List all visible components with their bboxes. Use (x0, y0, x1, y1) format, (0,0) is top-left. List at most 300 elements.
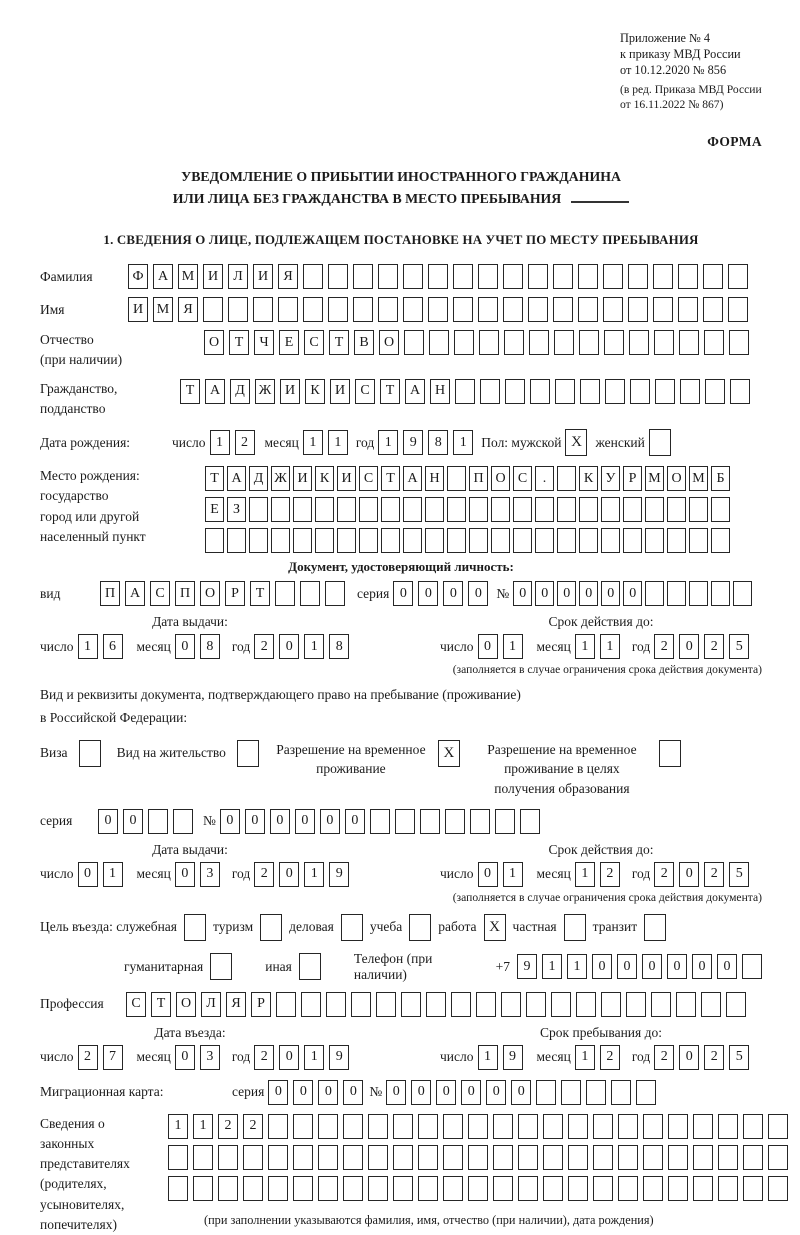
char-cell[interactable] (370, 809, 390, 834)
char-cell[interactable] (576, 992, 596, 1017)
checkbox-other[interactable] (299, 953, 321, 980)
checkbox-male[interactable]: X (565, 429, 587, 456)
char-cell[interactable] (454, 330, 474, 355)
char-cell[interactable]: 1 (478, 1045, 498, 1070)
char-cell[interactable] (268, 1114, 288, 1139)
char-cell[interactable]: 0 (478, 862, 498, 887)
char-cell[interactable] (651, 992, 671, 1017)
char-cell[interactable]: 0 (461, 1080, 481, 1105)
char-cell[interactable] (578, 264, 598, 289)
char-cell[interactable]: 2 (704, 634, 724, 659)
char-cell[interactable]: 1 (575, 1045, 595, 1070)
char-cell[interactable]: А (405, 379, 425, 404)
char-cell[interactable] (605, 379, 625, 404)
char-cell[interactable]: 0 (557, 581, 576, 606)
char-cell[interactable]: 0 (279, 634, 299, 659)
char-cell[interactable] (493, 1145, 513, 1170)
char-cell[interactable]: 0 (478, 634, 498, 659)
char-cell[interactable]: 1 (503, 634, 523, 659)
char-cell[interactable] (393, 1145, 413, 1170)
char-cell[interactable] (425, 528, 444, 553)
char-cell[interactable]: И (330, 379, 350, 404)
char-cell[interactable]: 0 (345, 809, 365, 834)
char-cell[interactable] (557, 466, 576, 491)
char-cell[interactable]: Л (228, 264, 248, 289)
char-cell[interactable] (623, 528, 642, 553)
char-cell[interactable] (293, 1176, 313, 1201)
char-cell[interactable] (376, 992, 396, 1017)
char-cell[interactable] (243, 1145, 263, 1170)
char-cell[interactable] (679, 330, 699, 355)
char-cell[interactable]: Е (279, 330, 299, 355)
char-cell[interactable]: О (200, 581, 220, 606)
char-cell[interactable]: И (280, 379, 300, 404)
checkbox-temp-permit[interactable]: X (438, 740, 460, 767)
char-cell[interactable] (718, 1114, 738, 1139)
char-cell[interactable]: Я (226, 992, 246, 1017)
char-cell[interactable]: 1 (168, 1114, 188, 1139)
char-cell[interactable] (703, 264, 723, 289)
char-cell[interactable]: 2 (254, 1045, 274, 1070)
char-cell[interactable] (718, 1176, 738, 1201)
char-cell[interactable]: С (359, 466, 378, 491)
char-cell[interactable]: 0 (123, 809, 143, 834)
char-cell[interactable] (543, 1145, 563, 1170)
char-cell[interactable] (243, 1176, 263, 1201)
char-cell[interactable] (601, 528, 620, 553)
char-cell[interactable]: С (304, 330, 324, 355)
char-cell[interactable]: 9 (517, 954, 537, 979)
char-cell[interactable] (428, 297, 448, 322)
char-cell[interactable] (228, 297, 248, 322)
char-cell[interactable] (505, 379, 525, 404)
char-cell[interactable]: 2 (654, 1045, 674, 1070)
char-cell[interactable] (667, 528, 686, 553)
char-cell[interactable] (555, 379, 575, 404)
char-cell[interactable] (711, 581, 730, 606)
char-cell[interactable]: 9 (503, 1045, 523, 1070)
char-cell[interactable]: 0 (468, 581, 488, 606)
char-cell[interactable] (518, 1114, 538, 1139)
char-cell[interactable]: 1 (542, 954, 562, 979)
char-cell[interactable] (378, 264, 398, 289)
char-cell[interactable]: 0 (592, 954, 612, 979)
char-cell[interactable] (293, 497, 312, 522)
char-cell[interactable] (536, 1080, 556, 1105)
char-cell[interactable] (528, 297, 548, 322)
char-cell[interactable] (518, 1145, 538, 1170)
char-cell[interactable] (479, 330, 499, 355)
char-cell[interactable] (493, 1176, 513, 1201)
char-cell[interactable] (501, 992, 521, 1017)
char-cell[interactable] (325, 581, 345, 606)
char-cell[interactable]: 1 (78, 634, 98, 659)
char-cell[interactable]: 1 (303, 430, 323, 455)
char-cell[interactable]: 0 (220, 809, 240, 834)
char-cell[interactable] (249, 528, 268, 553)
char-cell[interactable] (493, 1114, 513, 1139)
char-cell[interactable] (478, 264, 498, 289)
char-cell[interactable] (275, 581, 295, 606)
char-cell[interactable] (328, 264, 348, 289)
char-cell[interactable] (404, 330, 424, 355)
char-cell[interactable]: 0 (343, 1080, 363, 1105)
char-cell[interactable]: 0 (411, 1080, 431, 1105)
char-cell[interactable]: Д (249, 466, 268, 491)
char-cell[interactable] (268, 1145, 288, 1170)
char-cell[interactable]: Т (329, 330, 349, 355)
checkbox-temp-permit-edu[interactable] (659, 740, 681, 767)
char-cell[interactable] (601, 992, 621, 1017)
char-cell[interactable] (678, 264, 698, 289)
char-cell[interactable]: 1 (600, 634, 620, 659)
char-cell[interactable] (378, 297, 398, 322)
char-cell[interactable]: С (355, 379, 375, 404)
char-cell[interactable] (693, 1145, 713, 1170)
char-cell[interactable] (353, 297, 373, 322)
char-cell[interactable] (701, 992, 721, 1017)
char-cell[interactable]: 0 (679, 862, 699, 887)
char-cell[interactable]: О (379, 330, 399, 355)
char-cell[interactable] (513, 497, 532, 522)
char-cell[interactable]: 0 (293, 1080, 313, 1105)
char-cell[interactable] (543, 1114, 563, 1139)
char-cell[interactable]: Я (278, 264, 298, 289)
char-cell[interactable]: А (403, 466, 422, 491)
char-cell[interactable]: 0 (279, 1045, 299, 1070)
char-cell[interactable] (768, 1114, 788, 1139)
char-cell[interactable]: 0 (601, 581, 620, 606)
char-cell[interactable] (491, 528, 510, 553)
char-cell[interactable] (704, 330, 724, 355)
char-cell[interactable] (468, 1176, 488, 1201)
char-cell[interactable] (579, 528, 598, 553)
char-cell[interactable] (643, 1145, 663, 1170)
char-cell[interactable]: 0 (667, 954, 687, 979)
char-cell[interactable]: 3 (200, 1045, 220, 1070)
char-cell[interactable]: 0 (418, 581, 438, 606)
char-cell[interactable]: И (293, 466, 312, 491)
char-cell[interactable] (381, 528, 400, 553)
char-cell[interactable] (359, 528, 378, 553)
char-cell[interactable] (586, 1080, 606, 1105)
char-cell[interactable] (403, 528, 422, 553)
char-cell[interactable]: А (125, 581, 145, 606)
char-cell[interactable]: 0 (692, 954, 712, 979)
char-cell[interactable] (443, 1114, 463, 1139)
char-cell[interactable] (654, 330, 674, 355)
char-cell[interactable] (168, 1145, 188, 1170)
char-cell[interactable] (447, 466, 466, 491)
char-cell[interactable]: . (535, 466, 554, 491)
checkbox-female[interactable] (649, 429, 671, 456)
char-cell[interactable]: 0 (623, 581, 642, 606)
char-cell[interactable]: 2 (235, 430, 255, 455)
char-cell[interactable] (643, 1176, 663, 1201)
char-cell[interactable] (645, 497, 664, 522)
char-cell[interactable]: 0 (436, 1080, 456, 1105)
char-cell[interactable]: 0 (175, 634, 195, 659)
char-cell[interactable] (645, 528, 664, 553)
char-cell[interactable] (678, 297, 698, 322)
char-cell[interactable] (455, 379, 475, 404)
char-cell[interactable] (478, 297, 498, 322)
char-cell[interactable] (469, 528, 488, 553)
char-cell[interactable]: Н (430, 379, 450, 404)
char-cell[interactable] (630, 379, 650, 404)
char-cell[interactable] (218, 1145, 238, 1170)
char-cell[interactable] (603, 264, 623, 289)
char-cell[interactable] (253, 297, 273, 322)
char-cell[interactable]: Д (230, 379, 250, 404)
char-cell[interactable] (680, 379, 700, 404)
char-cell[interactable] (593, 1145, 613, 1170)
char-cell[interactable] (470, 809, 490, 834)
char-cell[interactable]: 2 (654, 634, 674, 659)
char-cell[interactable]: 0 (486, 1080, 506, 1105)
char-cell[interactable] (193, 1145, 213, 1170)
char-cell[interactable] (428, 264, 448, 289)
char-cell[interactable] (705, 379, 725, 404)
char-cell[interactable] (518, 1176, 538, 1201)
checkbox-business[interactable] (341, 914, 363, 941)
char-cell[interactable] (418, 1114, 438, 1139)
char-cell[interactable]: М (153, 297, 173, 322)
char-cell[interactable] (611, 1080, 631, 1105)
char-cell[interactable] (359, 497, 378, 522)
char-cell[interactable]: 0 (78, 862, 98, 887)
char-cell[interactable] (351, 992, 371, 1017)
char-cell[interactable] (205, 528, 224, 553)
char-cell[interactable] (667, 581, 686, 606)
char-cell[interactable]: А (205, 379, 225, 404)
char-cell[interactable] (343, 1176, 363, 1201)
char-cell[interactable]: П (469, 466, 488, 491)
char-cell[interactable]: 0 (642, 954, 662, 979)
char-cell[interactable] (468, 1114, 488, 1139)
char-cell[interactable] (693, 1176, 713, 1201)
char-cell[interactable]: 0 (717, 954, 737, 979)
char-cell[interactable]: 1 (304, 634, 324, 659)
char-cell[interactable]: Р (623, 466, 642, 491)
char-cell[interactable] (653, 264, 673, 289)
char-cell[interactable]: И (203, 264, 223, 289)
char-cell[interactable] (561, 1080, 581, 1105)
char-cell[interactable] (513, 528, 532, 553)
char-cell[interactable] (601, 497, 620, 522)
char-cell[interactable] (301, 992, 321, 1017)
char-cell[interactable] (315, 528, 334, 553)
char-cell[interactable] (480, 379, 500, 404)
char-cell[interactable] (271, 497, 290, 522)
char-cell[interactable]: И (337, 466, 356, 491)
char-cell[interactable]: 2 (704, 1045, 724, 1070)
char-cell[interactable] (469, 497, 488, 522)
char-cell[interactable] (395, 809, 415, 834)
char-cell[interactable]: И (128, 297, 148, 322)
char-cell[interactable] (403, 497, 422, 522)
char-cell[interactable]: 8 (329, 634, 349, 659)
char-cell[interactable] (447, 528, 466, 553)
char-cell[interactable] (491, 497, 510, 522)
char-cell[interactable]: 2 (600, 862, 620, 887)
char-cell[interactable] (318, 1145, 338, 1170)
char-cell[interactable] (568, 1176, 588, 1201)
char-cell[interactable] (453, 264, 473, 289)
char-cell[interactable]: Н (425, 466, 444, 491)
char-cell[interactable]: И (253, 264, 273, 289)
char-cell[interactable] (551, 992, 571, 1017)
char-cell[interactable]: 0 (513, 581, 532, 606)
char-cell[interactable]: У (601, 466, 620, 491)
char-cell[interactable] (300, 581, 320, 606)
char-cell[interactable] (401, 992, 421, 1017)
char-cell[interactable]: Е (205, 497, 224, 522)
char-cell[interactable] (530, 379, 550, 404)
char-cell[interactable]: 2 (254, 634, 274, 659)
char-cell[interactable]: 0 (579, 581, 598, 606)
char-cell[interactable]: 2 (243, 1114, 263, 1139)
char-cell[interactable] (418, 1145, 438, 1170)
char-cell[interactable] (318, 1114, 338, 1139)
char-cell[interactable] (728, 297, 748, 322)
char-cell[interactable] (337, 528, 356, 553)
char-cell[interactable] (580, 379, 600, 404)
char-cell[interactable] (593, 1114, 613, 1139)
char-cell[interactable] (168, 1176, 188, 1201)
char-cell[interactable] (451, 992, 471, 1017)
char-cell[interactable]: 9 (403, 430, 423, 455)
char-cell[interactable]: П (175, 581, 195, 606)
char-cell[interactable]: 0 (279, 862, 299, 887)
char-cell[interactable]: С (150, 581, 170, 606)
checkbox-official[interactable] (184, 914, 206, 941)
char-cell[interactable]: 0 (386, 1080, 406, 1105)
char-cell[interactable] (743, 1114, 763, 1139)
char-cell[interactable] (425, 497, 444, 522)
char-cell[interactable]: Т (151, 992, 171, 1017)
char-cell[interactable]: 1 (575, 634, 595, 659)
char-cell[interactable]: К (305, 379, 325, 404)
char-cell[interactable] (227, 528, 246, 553)
char-cell[interactable]: М (645, 466, 664, 491)
char-cell[interactable]: М (178, 264, 198, 289)
char-cell[interactable] (303, 264, 323, 289)
char-cell[interactable] (711, 528, 730, 553)
char-cell[interactable] (526, 992, 546, 1017)
char-cell[interactable]: 5 (729, 1045, 749, 1070)
char-cell[interactable] (743, 1176, 763, 1201)
char-cell[interactable] (618, 1114, 638, 1139)
char-cell[interactable]: 1 (567, 954, 587, 979)
char-cell[interactable] (148, 809, 168, 834)
char-cell[interactable] (711, 497, 730, 522)
char-cell[interactable]: Т (380, 379, 400, 404)
char-cell[interactable]: 0 (443, 581, 463, 606)
char-cell[interactable] (249, 497, 268, 522)
char-cell[interactable] (689, 528, 708, 553)
char-cell[interactable] (528, 264, 548, 289)
char-cell[interactable] (495, 809, 515, 834)
char-cell[interactable]: 2 (704, 862, 724, 887)
char-cell[interactable] (445, 809, 465, 834)
char-cell[interactable]: Т (250, 581, 270, 606)
char-cell[interactable] (504, 330, 524, 355)
char-cell[interactable] (443, 1145, 463, 1170)
char-cell[interactable] (268, 1176, 288, 1201)
char-cell[interactable]: 8 (428, 430, 448, 455)
char-cell[interactable]: К (315, 466, 334, 491)
char-cell[interactable] (276, 992, 296, 1017)
char-cell[interactable] (726, 992, 746, 1017)
char-cell[interactable] (303, 297, 323, 322)
char-cell[interactable]: 0 (318, 1080, 338, 1105)
char-cell[interactable] (668, 1114, 688, 1139)
char-cell[interactable] (693, 1114, 713, 1139)
char-cell[interactable] (557, 497, 576, 522)
checkbox-transit[interactable] (644, 914, 666, 941)
char-cell[interactable] (733, 581, 752, 606)
char-cell[interactable]: О (491, 466, 510, 491)
char-cell[interactable] (326, 992, 346, 1017)
char-cell[interactable]: 0 (679, 634, 699, 659)
char-cell[interactable]: 0 (175, 1045, 195, 1070)
char-cell[interactable] (468, 1145, 488, 1170)
char-cell[interactable]: 2 (254, 862, 274, 887)
char-cell[interactable] (328, 297, 348, 322)
char-cell[interactable] (453, 297, 473, 322)
char-cell[interactable] (368, 1145, 388, 1170)
char-cell[interactable] (429, 330, 449, 355)
char-cell[interactable]: 1 (103, 862, 123, 887)
char-cell[interactable] (643, 1114, 663, 1139)
char-cell[interactable] (668, 1176, 688, 1201)
char-cell[interactable]: 3 (200, 862, 220, 887)
char-cell[interactable]: Ч (254, 330, 274, 355)
char-cell[interactable] (529, 330, 549, 355)
char-cell[interactable]: С (513, 466, 532, 491)
checkbox-tourism[interactable] (260, 914, 282, 941)
char-cell[interactable]: Я (178, 297, 198, 322)
char-cell[interactable] (403, 264, 423, 289)
char-cell[interactable] (520, 809, 540, 834)
char-cell[interactable] (628, 264, 648, 289)
char-cell[interactable] (353, 264, 373, 289)
char-cell[interactable] (293, 528, 312, 553)
char-cell[interactable]: О (204, 330, 224, 355)
char-cell[interactable] (645, 581, 664, 606)
char-cell[interactable]: 0 (270, 809, 290, 834)
char-cell[interactable]: 0 (535, 581, 554, 606)
char-cell[interactable] (278, 297, 298, 322)
char-cell[interactable] (676, 992, 696, 1017)
char-cell[interactable] (557, 528, 576, 553)
char-cell[interactable]: С (126, 992, 146, 1017)
char-cell[interactable]: 2 (78, 1045, 98, 1070)
char-cell[interactable]: 0 (295, 809, 315, 834)
char-cell[interactable] (626, 992, 646, 1017)
char-cell[interactable]: Р (225, 581, 245, 606)
char-cell[interactable] (730, 379, 750, 404)
char-cell[interactable]: 2 (600, 1045, 620, 1070)
char-cell[interactable]: 0 (320, 809, 340, 834)
checkbox-humanitarian[interactable] (210, 953, 232, 980)
char-cell[interactable] (476, 992, 496, 1017)
char-cell[interactable] (768, 1176, 788, 1201)
char-cell[interactable] (667, 497, 686, 522)
char-cell[interactable] (368, 1176, 388, 1201)
char-cell[interactable] (578, 297, 598, 322)
